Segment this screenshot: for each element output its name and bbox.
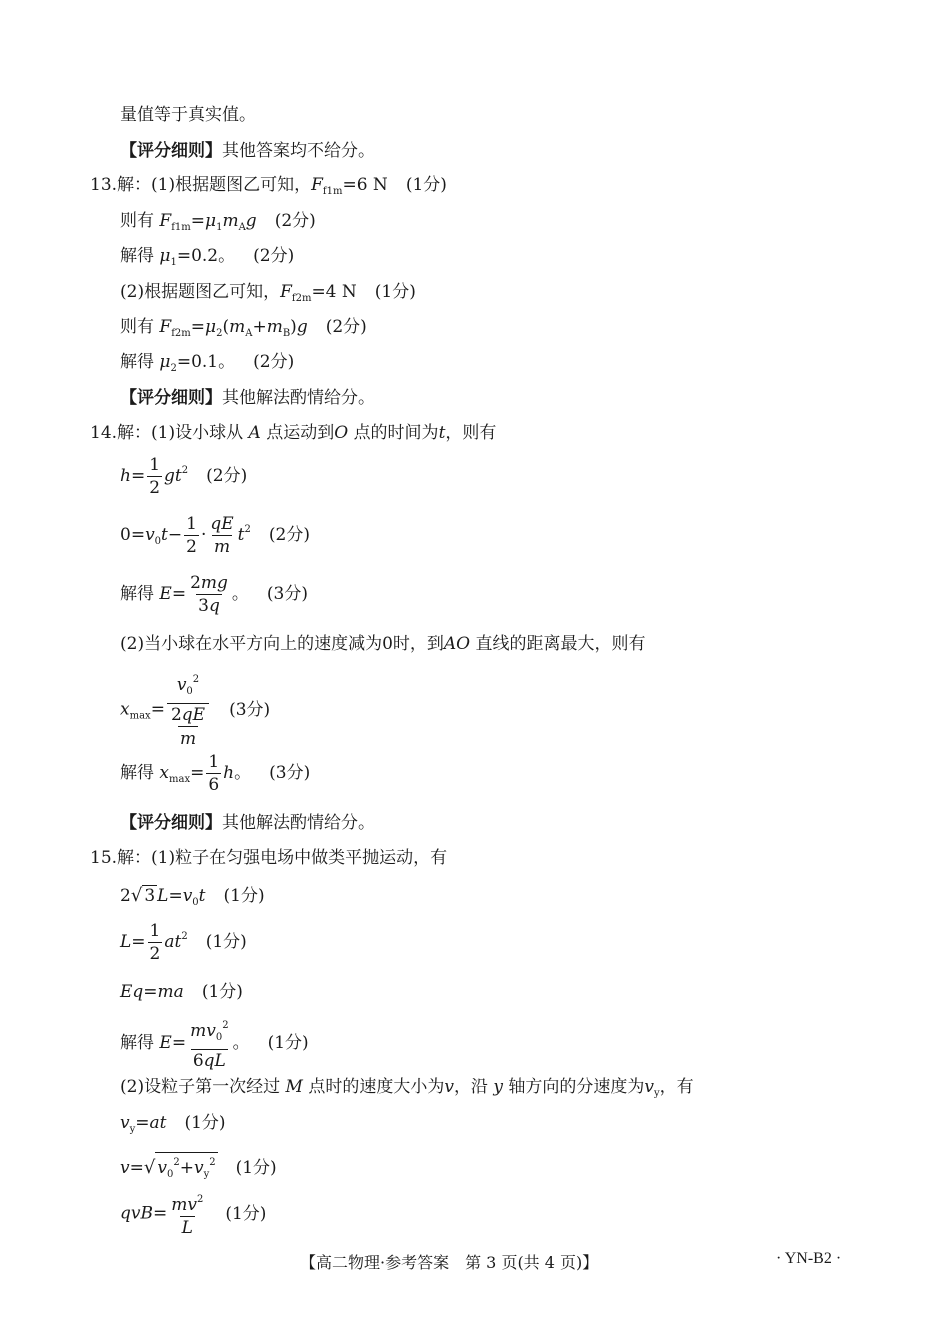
text: 。 [232, 1033, 250, 1053]
q14-eq5: 解得 $x_{max}=$ $\frac{1}{6}$ h。 (3分) [120, 752, 311, 795]
points: (3分) [229, 699, 271, 720]
text-line [120, 104, 256, 126]
text: 。 [231, 584, 249, 604]
grading-note [120, 812, 375, 834]
points: (2分) [206, 466, 248, 486]
points: (3分) [269, 763, 311, 783]
text: 量值等于真实值。 [120, 105, 256, 125]
grading-note [120, 387, 375, 409]
grading-tag: 【评分细则】 [120, 388, 222, 408]
text: (2)当小球在水平方向上的速度减为0时，到 [120, 634, 444, 654]
points: (1分) [201, 982, 243, 1002]
points: (1分) [235, 1158, 277, 1178]
text: 直线的距离最大，则有 [475, 634, 646, 654]
points: (2分) [325, 317, 367, 337]
q13-eq2: 解得 $\mu_1=0.2$。 (2分) [120, 246, 295, 268]
page-code: · YN-B2 · [776, 1250, 842, 1267]
q13-eq1: 则有 $F_{f1m}=\mu_1m_Ag$ (2分) [120, 211, 316, 233]
text: 则有 [120, 211, 154, 231]
text: 点时的速度大小为 [308, 1077, 445, 1097]
text: 轴方向的分速度为 [508, 1077, 645, 1097]
text: 点的时间为 [353, 423, 439, 443]
points: (1分) [205, 932, 247, 952]
q14-eq2: $0=v_0t-$ $\frac{1}{2}$ · $\frac{qE}{m}$ $t^2$ (2分) [120, 514, 310, 557]
q14-p2: (2)当小球在水平方向上的速度减为0时，到AO 直线的距离最大，则有 [120, 634, 646, 654]
points: (2分) [268, 525, 310, 545]
q13-eq4: 解得 $\mu_2=0.1$。 (2分) [120, 352, 295, 374]
q15-eq7: qvB= $\frac{mv^2}{L}$ (1分) [120, 1194, 267, 1238]
text: 。 [234, 763, 252, 783]
q15-head [90, 847, 447, 869]
text: 13.解：(1)根据题图乙可知， [90, 175, 312, 195]
q15-p2: (2)设粒子第一次经过 M 点时的速度大小为v，沿 y 轴方向的分速度为$v_y$，有 [120, 1077, 694, 1099]
points: (2分) [253, 246, 295, 266]
text: ，则有 [445, 423, 497, 443]
text: 解得 [120, 584, 154, 604]
q15-eq1: 2√ 3 $L=v_0t$ (1分) [120, 885, 265, 908]
q14-eq1: h= $\frac{1}{2}$ $gt^2$ (2分) [120, 455, 248, 498]
text: 解得 [120, 1033, 154, 1053]
q13-eq3: 则有 $F_{f2m}=\mu_2(m_A+m_B)g$ (2分) [120, 317, 367, 339]
text: =0.1。 [176, 352, 236, 372]
text: 解得 [120, 352, 154, 372]
text: =0.2。 [176, 246, 236, 266]
q15-eq4: 解得 E= $\frac{mv_0^2}{6qL}$ 。 (1分) [120, 1020, 309, 1071]
points: (1分) [405, 175, 447, 195]
grading-text: 其他解法酌情给分。 [222, 388, 375, 408]
points: (1分) [267, 1033, 309, 1053]
text: =6 N [342, 175, 388, 195]
text: (2)根据题图乙可知， [120, 282, 281, 302]
q15-eq2: L= $\frac{1}{2}$ $at^2$ (1分) [120, 921, 247, 964]
q15-eq6: v=√ $v_0^2+v_y^2$ (1分) [120, 1152, 277, 1185]
q15-eq3: Eq=ma (1分) [120, 982, 243, 1002]
text: =4 N [311, 282, 357, 302]
points: (2分) [274, 211, 316, 231]
text: ，有 [659, 1077, 694, 1097]
q14-eq4: $x_{max}=$ $\frac{v_0^2}{\frac{2qE}{m}}$ (3分) [120, 674, 271, 749]
points: (1分) [225, 1203, 267, 1224]
text: 解得 [120, 763, 154, 783]
q13-p2: (2)根据题图乙可知，$F_{f2m}=4$ N (1分) [120, 282, 416, 304]
grading-tag: 【评分细则】 [120, 813, 222, 833]
grading-note [120, 140, 375, 162]
points: (1分) [184, 1113, 226, 1133]
q15-eq5: $v_y=at$ (1分) [120, 1113, 226, 1135]
page-footer: 【高二物理·参考答案 第 3 页(共 4 页)】 [300, 1253, 599, 1272]
text: 14.解：(1)设小球从 [90, 423, 244, 443]
text: 解得 [120, 246, 154, 266]
text: 则有 [120, 317, 154, 337]
text: ，沿 [453, 1077, 488, 1097]
grading-text: 其他答案均不给分。 [222, 141, 375, 161]
points: (1分) [374, 282, 416, 302]
q13-head: 13.解：(1)根据题图乙可知，$F_{f1m}=6$ N (1分) [90, 175, 447, 197]
text: (2)设粒子第一次经过 [120, 1077, 281, 1097]
text: 15.解：(1)粒子在匀强电场中做类平抛运动，有 [90, 848, 448, 868]
grading-text: 其他解法酌情给分。 [222, 813, 375, 833]
points: (1分) [223, 886, 265, 906]
grading-tag: 【评分细则】 [120, 141, 222, 161]
points: (2分) [253, 352, 295, 372]
points: (3分) [266, 584, 309, 604]
text: 点运动到 [266, 423, 335, 443]
q14-head: 14.解：(1)设小球从 A 点运动到O 点的时间为t，则有 [90, 423, 497, 443]
q14-eq3: 解得 E= $\frac{2mg}{3q}$ 。 (3分) [120, 573, 309, 616]
